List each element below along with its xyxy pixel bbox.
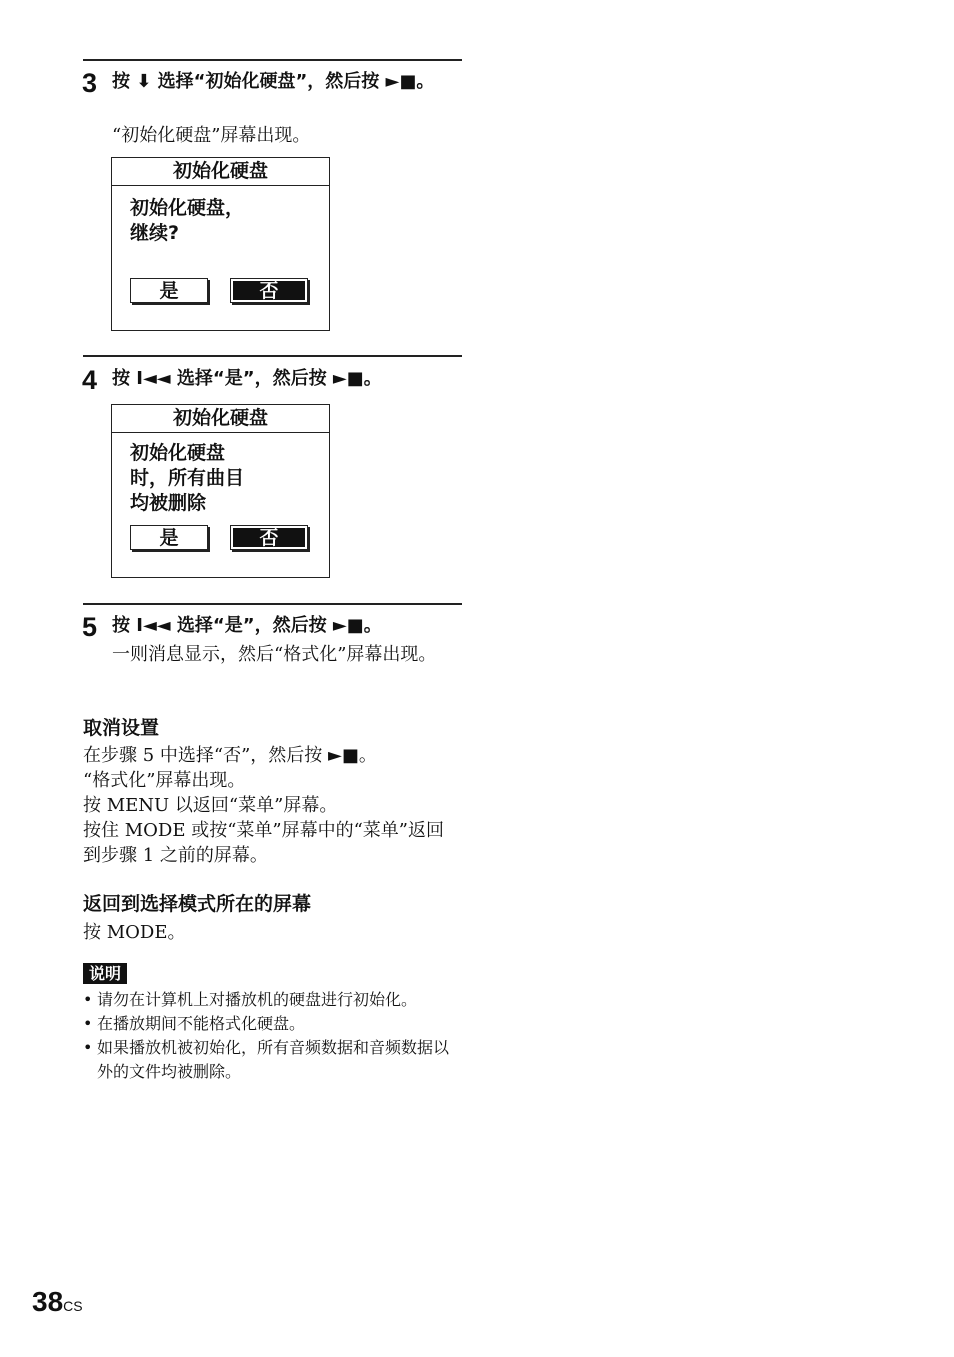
cancel-line: 按 MENU 以返回“菜单”屏幕。 (83, 795, 338, 816)
bullet-icon: • (83, 1038, 93, 1057)
list-item (83, 1012, 463, 1036)
list-item (83, 1036, 463, 1084)
yes-button[interactable]: 是 (130, 278, 208, 303)
note-item-text: 在播放期间不能格式化硬盘。 (97, 1014, 306, 1033)
screen-message-line: 时，所有曲目 (130, 467, 245, 489)
screen-title: 初始化硬盘 (112, 158, 329, 186)
step-4-divider (83, 355, 462, 357)
step-5-number: 5 (82, 612, 98, 642)
step-3-divider (83, 59, 462, 61)
step-4-instruction: 按 I◄◄ 选择“是”，然后按 ►■。 (112, 368, 382, 389)
bullet-icon: • (83, 990, 93, 1009)
note-item-text: 如果播放机被初始化，所有音频数据和音频数据以外的文件均被删除。 (97, 1038, 450, 1081)
step-3-instruction: 按 ⬇ 选择“初始化硬盘”，然后按 ►■。 (112, 71, 435, 92)
note-label: 说明 (83, 963, 127, 984)
step-5-instruction: 按 I◄◄ 选择“是”，然后按 ►■。 (112, 615, 382, 636)
list-item (83, 988, 463, 1012)
screen-message-line: 均被删除 (130, 492, 207, 514)
screen-title: 初始化硬盘 (112, 405, 329, 433)
page-number (32, 1285, 83, 1323)
bullet-icon: • (83, 1014, 93, 1033)
format-warning-screen (111, 404, 330, 578)
note-item-text: 请勿在计算机上对播放机的硬盘进行初始化。 (97, 990, 418, 1009)
no-button[interactable]: 否 (230, 278, 308, 303)
screen-message-line: 继续? (130, 222, 180, 244)
cancel-line: “格式化”屏幕出现。 (83, 770, 246, 791)
no-button[interactable]: 否 (230, 525, 308, 550)
step-5-result: 一则消息显示，然后“格式化”屏幕出现。 (112, 644, 437, 665)
return-section-title: 返回到选择模式所在的屏幕 (83, 893, 312, 915)
format-confirm-screen (111, 157, 330, 331)
page-number-value: 38 (32, 1286, 64, 1317)
return-section-body: 按 MODE。 (83, 922, 186, 943)
step-5-divider (83, 603, 462, 605)
cancel-section-body (83, 743, 445, 868)
screen-message (130, 196, 320, 246)
page-number-suffix: CS (63, 1298, 83, 1314)
screen-message-line: 初始化硬盘 (130, 442, 226, 464)
step-3-number: 3 (82, 68, 98, 98)
screen-message-line: 初始化硬盘， (130, 197, 245, 219)
step-4-number: 4 (82, 365, 98, 395)
cancel-section-title: 取消设置 (83, 717, 160, 739)
screen-message (130, 441, 320, 516)
cancel-line: 在步骤 5 中选择“否”，然后按 ►■。 (83, 745, 377, 766)
cancel-line: 按住 MODE 或按“菜单”屏幕中的“菜单”返回到步骤 1 之前的屏幕。 (83, 820, 445, 866)
note-list (83, 988, 463, 1084)
step-3-result: “初始化硬盘”屏幕出现。 (112, 125, 311, 146)
yes-button[interactable]: 是 (130, 525, 208, 550)
